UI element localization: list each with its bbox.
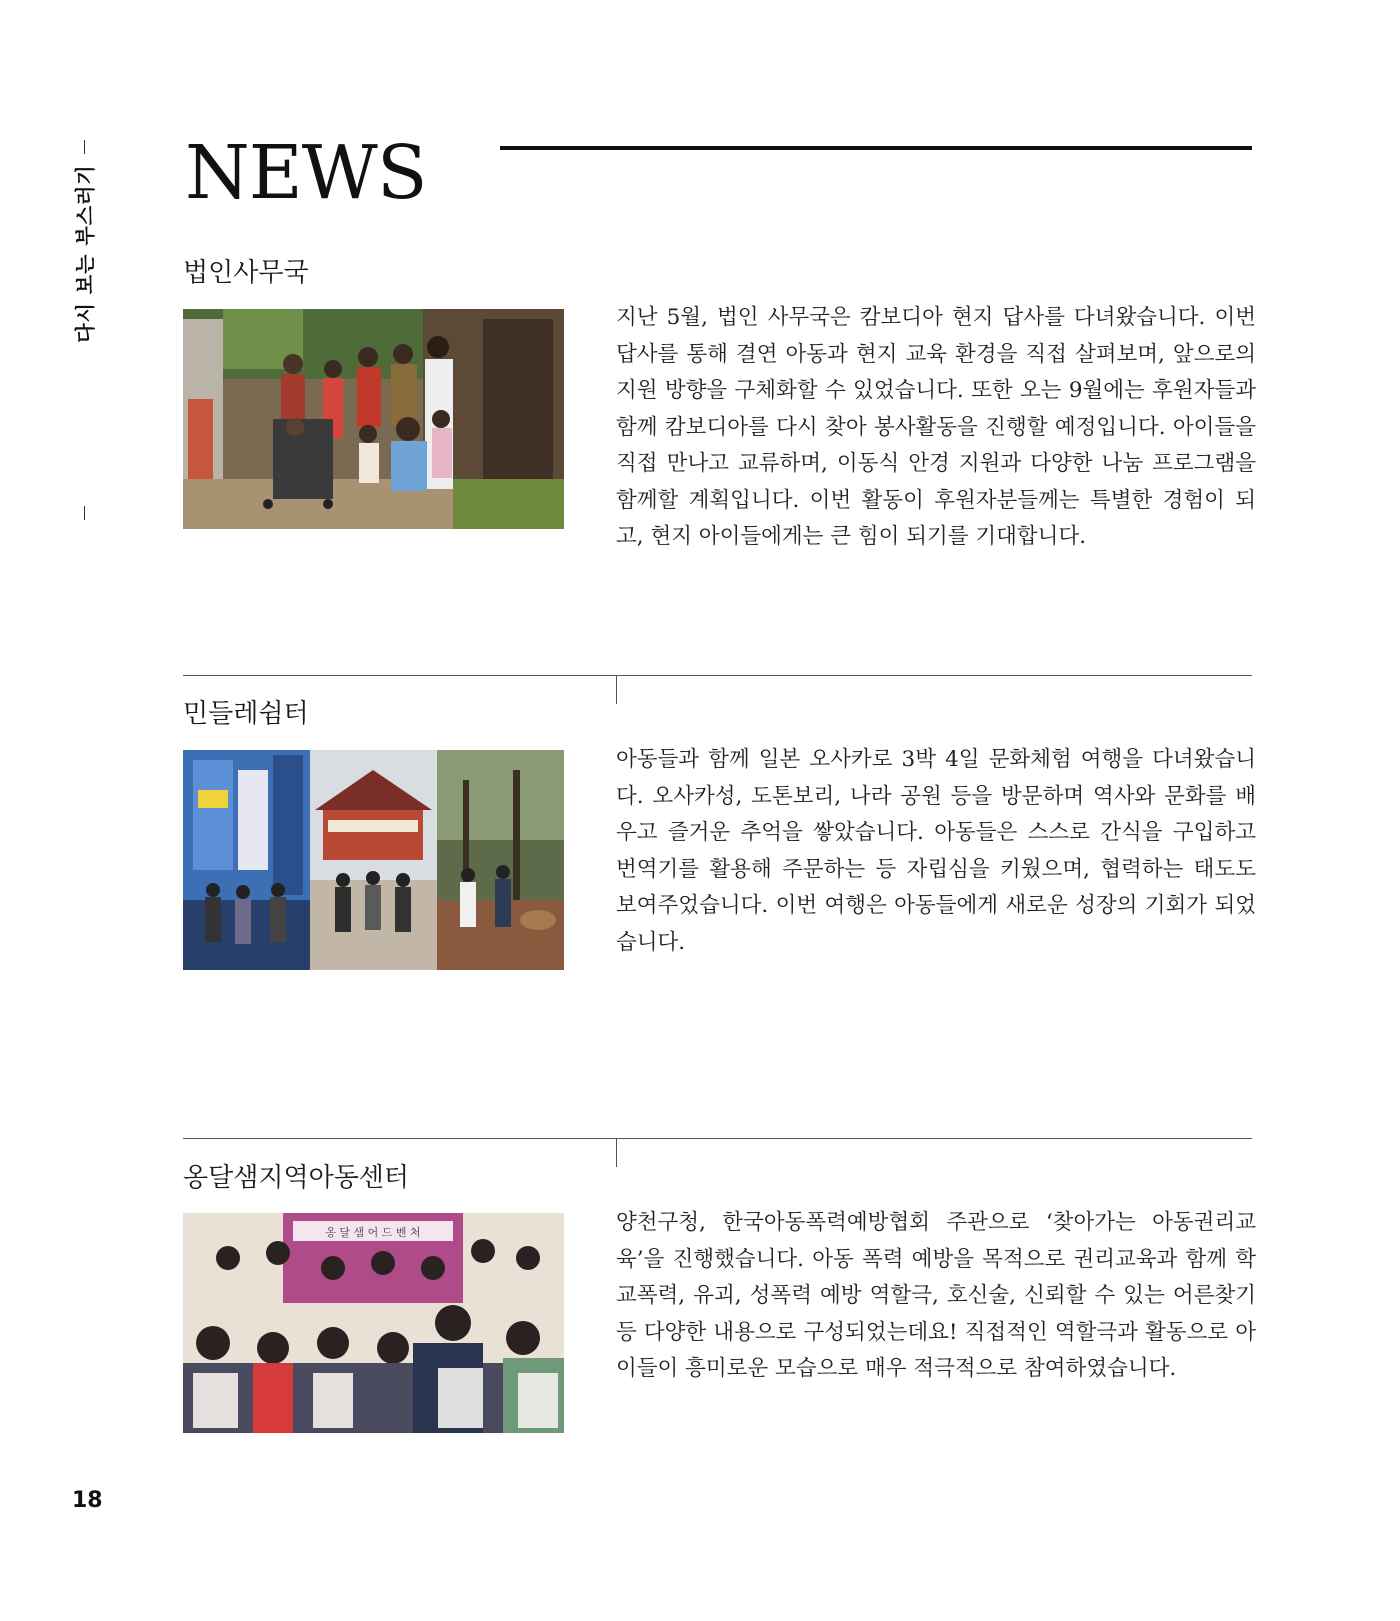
section-title: 법인사무국 [183, 258, 309, 288]
section-title: 민들레쉼터 [183, 699, 309, 729]
news-rule [500, 146, 1252, 150]
side-tick-top [84, 140, 85, 154]
side-title [68, 163, 98, 343]
side-tick-bottom [84, 506, 85, 520]
news-title: NEWS [185, 130, 427, 216]
section-divider [183, 675, 1252, 676]
children-group-photo [183, 1213, 564, 1433]
section-divider-tick [616, 1139, 617, 1167]
section-body: 양천구청, 한국아동폭력예방협회 주관으로 ‘찾아가는 아동권리교육’을 진행했습니다. 아동 폭력 예방을 목적으로 권리교육과 함께 학교폭력, 유괴, 성폭력 예방 역할극, 호신술, 신뢰할 수 있는 어른찾기 등 다양한 내용으로 구성되었는데요! 직접적인 역할극과 활동으로 아이들이 흥미로운 모습으로 매우 적극적으로 참여하였습니다. [616, 1210, 1256, 1381]
section-body: 아동들과 함께 일본 오사카로 3박 4일 문화체험 여행을 다녀왔습니다. 오사카성, 도톤보리, 나라 공원 등을 방문하며 역사와 문화를 배우고 즐거운 추억을 쌓았습니다. 아동들은 스스로 간식을 구입하고 번역기를 활용해 주문하는 등 자립심을 키웠으며, 협력하는 태도도 보여주었습니다. 이번 여행은 아동들에게 새로운 성장의 기회가 되었습니다. [616, 747, 1256, 955]
page-number: 18 [72, 1488, 103, 1513]
osaka-trip-collage [183, 750, 564, 970]
cambodia-group-photo [183, 309, 564, 529]
side-title-text: 다시 보는 부스러기 [72, 163, 97, 343]
banner-text: 옹 달 샘 어 드 벤 처 [325, 1226, 421, 1239]
section-body: 지난 5월, 법인 사무국은 캄보디아 현지 답사를 다녀왔습니다. 이번 답사를 통해 결연 아동과 현지 교육 환경을 직접 살펴보며, 앞으로의 지원 방향을 구체화할 수 있었습니다. 또한 오는 9월에는 후원자들과 함께 캄보디아를 다시 찾아 봉사활동을 진행할 예정입니다. 아이들을 직접 만나고 교류하며, 이동식 안경 지원과 다양한 나눔 프로그램을 함께할 계획입니다. 이번 활동이 후원자분들께는 특별한 경험이 되고, 현지 아이들에게는 큰 힘이 되기를 기대합니다. [616, 305, 1256, 549]
section-divider [183, 1138, 1252, 1139]
section-divider-tick [616, 676, 617, 704]
section-title: 옹달샘지역아동센터 [183, 1163, 410, 1193]
